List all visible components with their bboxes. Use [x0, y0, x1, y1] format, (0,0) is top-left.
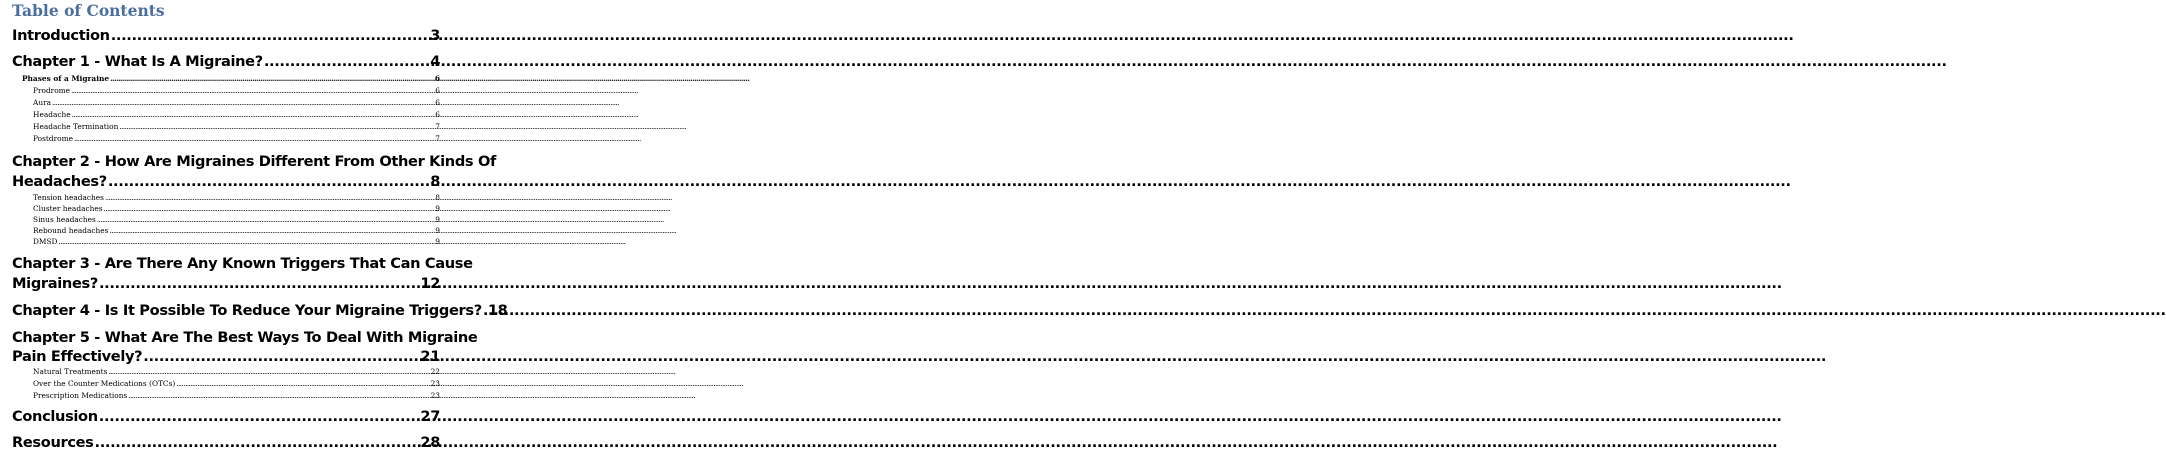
toc-entry-label: DMSD — [33, 237, 58, 246]
toc-entry-label: Sinus headaches — [33, 215, 96, 224]
toc-entry-page: 4 — [430, 53, 440, 70]
toc-entry-label: Introduction — [12, 27, 110, 44]
dot-leader — [110, 74, 434, 84]
toc-entry-label: Over the Counter Medications (OTCs) — [33, 379, 176, 388]
toc-entry-label: Headache Termination — [33, 122, 119, 131]
toc-entry-sinus-headaches[interactable] — [33, 215, 440, 225]
toc-entry-page: 8 — [430, 173, 440, 190]
toc-entry-introduction[interactable] — [12, 27, 440, 45]
toc-entry-label: Migraines? — [12, 275, 98, 292]
toc-entry-label: Conclusion — [12, 408, 98, 425]
dot-leader — [72, 110, 435, 120]
toc-entry-chapter-1[interactable] — [12, 53, 440, 71]
dot-leader — [52, 98, 434, 108]
dot-leader — [111, 27, 429, 45]
toc-entry-page: 9 — [435, 215, 440, 224]
toc-entry-label: Tension headaches — [33, 193, 104, 202]
toc-entry-page: 6 — [435, 98, 440, 107]
toc-entry-dmsd[interactable] — [33, 237, 440, 247]
toc-entry-conclusion[interactable] — [12, 408, 440, 426]
dot-leader — [108, 367, 429, 377]
dot-leader — [104, 204, 435, 214]
toc-entry-label: Pain Effectively? — [12, 348, 143, 365]
toc-entry-page: 3 — [430, 27, 440, 44]
toc-entry-page: 9 — [435, 226, 440, 235]
toc-entry-page: 12 — [420, 275, 440, 292]
toc-entry-label: Headache — [33, 110, 71, 119]
dot-leader — [176, 379, 429, 389]
toc-entry-chapter-4[interactable] — [12, 302, 508, 320]
toc-entry-page: 7 — [435, 134, 440, 143]
table-of-contents-page — [0, 0, 508, 471]
toc-entry-label: Chapter 4 - Is It Possible To Reduce Your Migraine Triggers? — [12, 302, 482, 319]
dot-leader — [128, 391, 429, 401]
dot-leader — [95, 434, 420, 452]
toc-entry-chapter-5[interactable] — [12, 348, 440, 366]
toc-entry-page: 8 — [435, 193, 440, 202]
toc-entry-label: Aura — [33, 98, 52, 107]
toc-entry-page: 27 — [420, 408, 440, 425]
toc-entry-rebound-headaches[interactable] — [33, 226, 440, 236]
toc-entry-label: Resources — [12, 434, 94, 451]
dot-leader — [74, 134, 434, 144]
toc-entry-phases-of-a-migraine[interactable] — [22, 74, 440, 84]
dot-leader — [99, 275, 419, 293]
toc-entry-prescription-medications[interactable] — [33, 391, 440, 401]
dot-leader — [105, 193, 434, 203]
toc-entry-label: Postdrome — [33, 134, 73, 143]
toc-entry-page: 23 — [430, 391, 440, 400]
toc-entry-label: Chapter 1 - What Is A Migraine? — [12, 53, 263, 70]
toc-entry-chapter-5-line-1[interactable]: Chapter 5 - What Are The Best Ways To Deal With Migraine — [12, 329, 478, 346]
dot-leader — [143, 348, 419, 366]
toc-entry-chapter-3[interactable] — [12, 275, 440, 293]
toc-entry-page: 18 — [487, 302, 508, 319]
toc-entry-page: 9 — [435, 237, 440, 246]
toc-entry-page: 6 — [435, 86, 440, 95]
toc-entry-page: 23 — [430, 379, 440, 388]
dot-leader — [264, 53, 429, 71]
toc-entry-page: 28 — [420, 434, 440, 451]
toc-entry-label: Prescription Medications — [33, 391, 128, 400]
toc-entry-aura[interactable] — [33, 98, 440, 108]
toc-entry-resources[interactable] — [12, 434, 440, 452]
toc-entry-label: Cluster headaches — [33, 204, 103, 213]
toc-entry-label: Rebound headaches — [33, 226, 109, 235]
toc-entry-chapter-3-line-1[interactable]: Chapter 3 - Are There Any Known Triggers That Can Cause — [12, 255, 473, 272]
toc-entry-page: 9 — [435, 204, 440, 213]
dot-leader — [119, 122, 434, 132]
toc-entry-natural-treatments[interactable] — [33, 367, 440, 377]
dot-leader — [108, 173, 429, 191]
toc-entry-page: 6 — [435, 110, 440, 119]
toc-entry-label: Headaches? — [12, 173, 107, 190]
toc-entry-label: Natural Treatments — [33, 367, 108, 376]
toc-entry-page: 21 — [420, 348, 440, 365]
toc-entry-headache-termination[interactable] — [33, 122, 440, 132]
toc-entry-prodrome[interactable] — [33, 86, 440, 96]
toc-entry-page: 7 — [435, 122, 440, 131]
toc-entry-page: 22 — [430, 367, 440, 376]
toc-entry-label: Prodrome — [33, 86, 71, 95]
toc-entry-cluster-headaches[interactable] — [33, 204, 440, 214]
toc-entry-page: 6 — [434, 74, 440, 83]
dot-leader — [99, 408, 420, 426]
toc-entry-headache[interactable] — [33, 110, 440, 120]
toc-entry-postdrome[interactable] — [33, 134, 440, 144]
toc-entry-label: Phases of a Migraine — [22, 74, 110, 83]
toc-entry-chapter-2[interactable] — [12, 173, 440, 191]
dot-leader — [71, 86, 434, 96]
dot-leader — [109, 226, 434, 236]
dot-leader — [58, 237, 434, 247]
toc-entry-otc-medications[interactable] — [33, 379, 440, 389]
dot-leader — [483, 302, 487, 320]
toc-title: Table of Contents — [12, 1, 165, 20]
dot-leader — [97, 215, 434, 225]
toc-entry-tension-headaches[interactable] — [33, 193, 440, 203]
toc-entry-chapter-2-line-1[interactable]: Chapter 2 - How Are Migraines Different From Other Kinds Of — [12, 153, 497, 170]
